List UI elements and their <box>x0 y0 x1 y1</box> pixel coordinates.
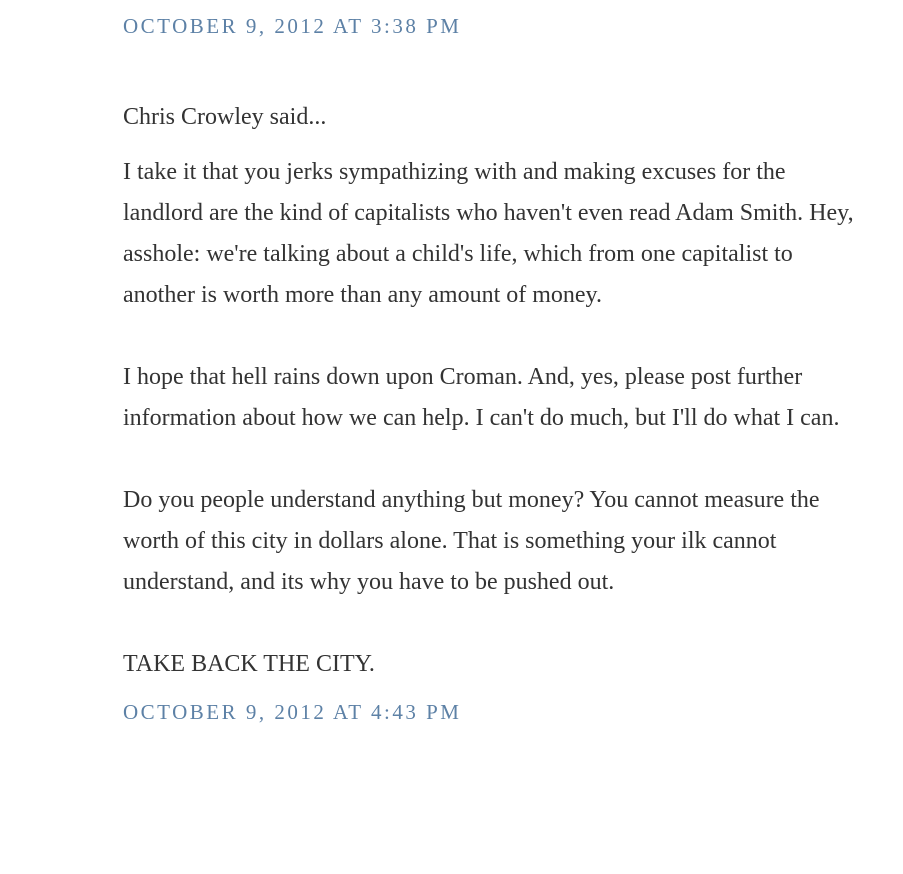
comment-timestamp-row <box>123 698 883 726</box>
comment-paragraph: I take it that you jerks sympathizing with and making excuses for the landlord are the kind of capitalists who haven't even read Adam Smith. Hey, asshole: we're talking about a child's life, which from one capitalist to another is worth more than any amount of money. <box>123 159 854 308</box>
comment-said-suffix: said... <box>263 104 327 130</box>
comment-paragraph: Do you people understand anything but money? You cannot measure the worth of this city in dollars alone. That is something your ilk cannot understand, and its why you have to be pushed out. <box>123 487 820 595</box>
comment-paragraph: I hope that hell rains down upon Croman. And, yes, please post further information about how we can help. I can't do much, but I'll do what I can. <box>123 364 840 431</box>
comment-author-name: Chris Crowley <box>123 104 264 130</box>
previous-comment-timestamp-link[interactable]: OCTOBER 9, 2012 AT 3:38 PM <box>123 14 462 38</box>
comment-timestamp-link[interactable]: OCTOBER 9, 2012 AT 4:43 PM <box>123 700 462 724</box>
comment-paragraph: TAKE BACK THE CITY. <box>123 651 375 677</box>
comment-author-line <box>123 97 883 138</box>
comment-body <box>123 152 855 685</box>
